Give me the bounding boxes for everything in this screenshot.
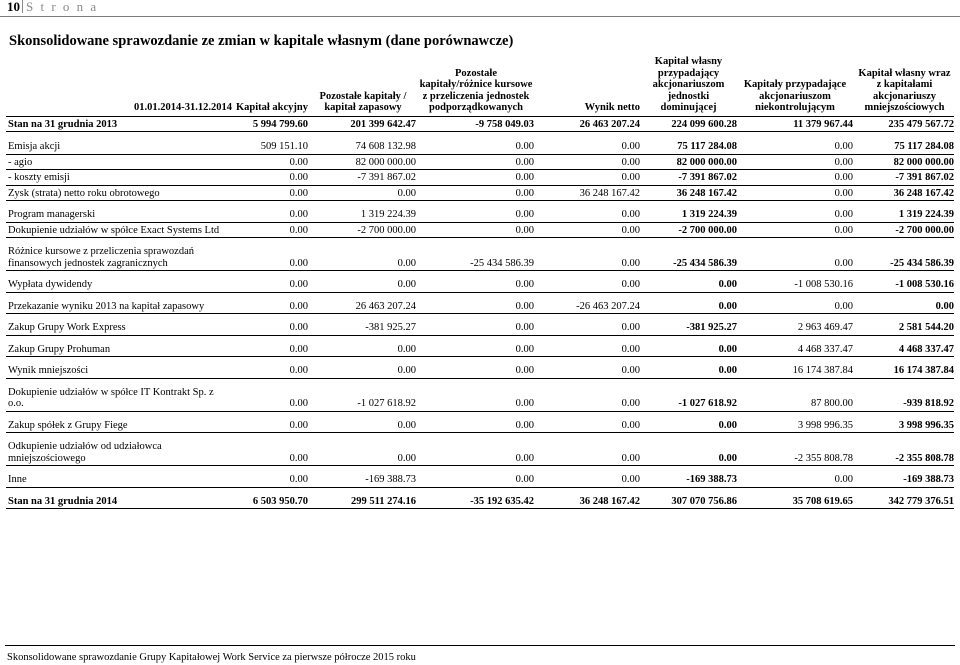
cell-value: 26 463 207.24 [308,299,416,314]
cell-value: 4 468 337.47 [737,342,853,357]
cell-value: 0.00 [534,207,640,222]
cell-value: -169 388.73 [308,472,416,487]
table-row [6,320,954,335]
cell-value: 3 998 996.35 [853,418,954,433]
cell-value: -1 027 618.92 [640,385,737,412]
cell-value: -1 027 618.92 [308,385,416,412]
table-row [6,116,954,132]
cell-value: 0.00 [416,277,534,292]
row-label: Emisja akcji [6,139,232,154]
cell-value: 2 963 469.47 [737,320,853,335]
cell-value: 0.00 [737,299,853,314]
row-label: Zakup Grupy Prohuman [6,342,232,357]
cell-value: 0.00 [232,299,308,314]
cell-value: 0.00 [737,185,853,201]
table-header-row [6,56,954,116]
cell-value: 342 779 376.51 [853,494,954,509]
cell-value: -9 758 049.03 [416,116,534,132]
cell-value: 0.00 [737,222,853,238]
cell-value: 0.00 [416,299,534,314]
column-header: Kapitał akcyjny [232,56,308,116]
cell-value: 82 000 000.00 [853,154,954,170]
cell-value: 0.00 [640,299,737,314]
row-label: Stan na 31 grudnia 2013 [6,116,232,132]
cell-value: 0.00 [232,418,308,433]
cell-value: 0.00 [416,472,534,487]
table-row [6,154,954,170]
cell-value: 0.00 [232,170,308,186]
cell-value: -169 388.73 [640,472,737,487]
cell-value: 2 581 544.20 [853,320,954,335]
table-row [6,139,954,154]
row-label: Odkupienie udziałów od udziałowca mniejszościowego [6,439,232,466]
cell-value: 0.00 [308,244,416,271]
cell-value: -169 388.73 [853,472,954,487]
cell-value: -381 925.27 [308,320,416,335]
table-row [6,342,954,357]
cell-value: 0.00 [416,139,534,154]
cell-value: -2 700 000.00 [640,222,737,238]
cell-value: -2 355 808.78 [853,439,954,466]
cell-value: 82 000 000.00 [640,154,737,170]
cell-value: 0.00 [308,342,416,357]
row-label: Wypłata dywidendy [6,277,232,292]
cell-value: 36 248 167.42 [534,185,640,201]
row-label: - agio [6,154,232,170]
table-row [6,207,954,222]
cell-value: -939 818.92 [853,385,954,412]
cell-value: 0.00 [640,342,737,357]
cell-value: 82 000 000.00 [308,154,416,170]
cell-value: 75 117 284.08 [640,139,737,154]
cell-value: -2 700 000.00 [853,222,954,238]
footer-text: Skonsolidowane sprawozdanie Grupy Kapitałowej Work Service za pierwsze półrocze 2015 roku [7,652,416,663]
column-header-period: 01.01.2014-31.12.2014 [6,56,232,116]
cell-value: 0.00 [534,320,640,335]
cell-value: 87 800.00 [737,385,853,412]
cell-value: 74 608 132.98 [308,139,416,154]
cell-value: 4 468 337.47 [853,342,954,357]
table-row [6,385,954,412]
table-row [6,170,954,186]
cell-value: 35 708 619.65 [737,494,853,509]
row-label: Inne [6,472,232,487]
cell-value: 0.00 [416,418,534,433]
cell-value: 5 994 799.60 [232,116,308,132]
cell-value: 0.00 [534,277,640,292]
cell-value: 11 379 967.44 [737,116,853,132]
cell-value: 0.00 [416,363,534,378]
cell-value: 0.00 [416,439,534,466]
row-label: Dokupienie udziałów w spółce IT Kontrakt Sp. z o.o. [6,385,232,412]
cell-value: 0.00 [308,277,416,292]
row-label: - koszty emisji [6,170,232,186]
cell-value: 3 998 996.35 [737,418,853,433]
cell-value: 0.00 [416,385,534,412]
cell-value: 0.00 [416,342,534,357]
cell-value: 0.00 [640,418,737,433]
row-label: Zakup Grupy Work Express [6,320,232,335]
cell-value: 0.00 [416,222,534,238]
column-header: Kapitał własny wraz z kapitałami akcjonariuszy mniejszościowych [853,56,954,116]
cell-value: 224 099 600.28 [640,116,737,132]
cell-value: 0.00 [737,154,853,170]
cell-value: 0.00 [308,418,416,433]
cell-value: 0.00 [416,207,534,222]
row-label: Zakup spółek z Grupy Fiege [6,418,232,433]
row-label: Przekazanie wyniku 2013 na kapitał zapasowy [6,299,232,314]
cell-value: 0.00 [416,170,534,186]
cell-value: 0.00 [737,472,853,487]
cell-value: 0.00 [534,363,640,378]
cell-value: 307 070 756.86 [640,494,737,509]
cell-value: 0.00 [534,139,640,154]
cell-value: 0.00 [534,472,640,487]
table-row [6,244,954,271]
table-row [6,439,954,466]
equity-changes-table [6,56,954,509]
table-body [6,116,954,509]
cell-value: -1 008 530.16 [737,277,853,292]
cell-value: 75 117 284.08 [853,139,954,154]
cell-value: 0.00 [232,277,308,292]
cell-value: -2 355 808.78 [737,439,853,466]
column-header: Kapitały przypadające akcjonariuszom niekontrolującym [737,56,853,116]
cell-value: -25 434 586.39 [853,244,954,271]
cell-value: 0.00 [737,207,853,222]
cell-value: 0.00 [534,170,640,186]
cell-value: 0.00 [308,185,416,201]
document-title: Skonsolidowane sprawozdanie ze zmian w kapitale własnym (dane porównawcze) [9,33,514,49]
footer-rule [5,645,955,646]
row-label: Program managerski [6,207,232,222]
cell-value: -2 700 000.00 [308,222,416,238]
cell-value: 0.00 [640,363,737,378]
cell-value: 0.00 [416,320,534,335]
cell-value: 0.00 [232,244,308,271]
cell-value: 0.00 [232,439,308,466]
header-rule [0,16,960,17]
cell-value: 0.00 [232,207,308,222]
cell-value: -26 463 207.24 [534,299,640,314]
spacer-cell [6,132,954,140]
cell-value: 0.00 [737,139,853,154]
cell-value: 36 248 167.42 [640,185,737,201]
cell-value: 0.00 [640,277,737,292]
table-row [6,494,954,509]
cell-value: 0.00 [640,439,737,466]
column-header: Pozostałe kapitały/różnice kursowe z przeliczenia jednostek podporządkowanych [416,56,534,116]
cell-value: 1 319 224.39 [640,207,737,222]
cell-value: 0.00 [232,472,308,487]
cell-value: 36 248 167.42 [853,185,954,201]
cell-value: 36 248 167.42 [534,494,640,509]
table-row [6,277,954,292]
cell-value: 26 463 207.24 [534,116,640,132]
cell-value: -25 434 586.39 [640,244,737,271]
cell-value: -7 391 867.02 [853,170,954,186]
cell-value: 299 511 274.16 [308,494,416,509]
cell-value: 0.00 [534,439,640,466]
row-label: Stan na 31 grudnia 2014 [6,494,232,509]
cell-value: -7 391 867.02 [640,170,737,186]
cell-value: 0.00 [416,154,534,170]
page-label: S t r o n a [26,0,99,14]
page-number: 10 [7,0,20,14]
cell-value: -25 434 586.39 [416,244,534,271]
page-header [0,0,960,16]
table-row [6,418,954,433]
cell-value: 0.00 [308,363,416,378]
row-spacer [6,132,954,140]
cell-value: 0.00 [232,363,308,378]
cell-value: -7 391 867.02 [308,170,416,186]
cell-value: 0.00 [232,185,308,201]
cell-value: 0.00 [534,385,640,412]
cell-value: 0.00 [534,154,640,170]
cell-value: 1 319 224.39 [853,207,954,222]
cell-value: 235 479 567.72 [853,116,954,132]
cell-value: -35 192 635.42 [416,494,534,509]
cell-value: 16 174 387.84 [853,363,954,378]
cell-value: 0.00 [737,170,853,186]
cell-value: 0.00 [737,244,853,271]
row-label: Różnice kursowe z przeliczenia sprawozdań finansowych jednostek zagranicznych [6,244,232,271]
cell-value: 509 151.10 [232,139,308,154]
cell-value: 201 399 642.47 [308,116,416,132]
cell-value: 0.00 [534,244,640,271]
cell-value: 0.00 [853,299,954,314]
column-header: Kapitał własny przypadający akcjonariuszom jednostki dominującej [640,56,737,116]
column-header: Wynik netto [534,56,640,116]
row-label: Wynik mniejszości [6,363,232,378]
cell-value: 0.00 [534,342,640,357]
cell-value: 0.00 [232,385,308,412]
table-row [6,363,954,378]
cell-value: 0.00 [232,154,308,170]
cell-value: 1 319 224.39 [308,207,416,222]
header-separator [22,0,23,13]
cell-value: -381 925.27 [640,320,737,335]
table-row [6,185,954,201]
table-row [6,222,954,238]
cell-value: -1 008 530.16 [853,277,954,292]
column-header: Pozostałe kapitały / kapitał zapasowy [308,56,416,116]
cell-value: 16 174 387.84 [737,363,853,378]
cell-value: 0.00 [232,320,308,335]
cell-value: 0.00 [534,222,640,238]
row-label: Dokupienie udziałów w spółce Exact Systems Ltd [6,222,232,238]
table-row [6,299,954,314]
cell-value: 6 503 950.70 [232,494,308,509]
row-label: Zysk (strata) netto roku obrotowego [6,185,232,201]
cell-value: 0.00 [308,439,416,466]
cell-value: 0.00 [534,418,640,433]
cell-value: 0.00 [232,342,308,357]
table-row [6,472,954,487]
cell-value: 0.00 [416,185,534,201]
cell-value: 0.00 [232,222,308,238]
